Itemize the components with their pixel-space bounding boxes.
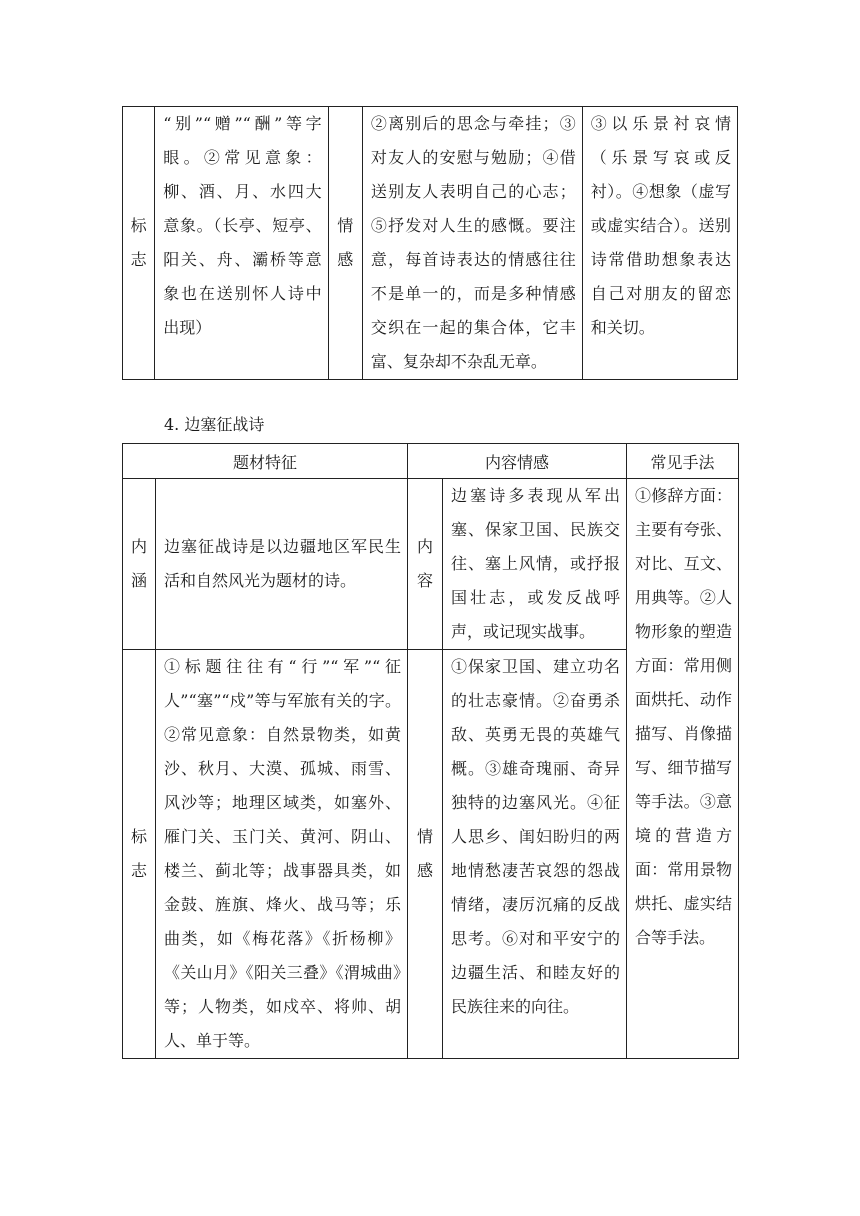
row-label-text: 情感 <box>337 216 354 269</box>
emotion-cell: ①保家卫国、建立功名的壮志豪情。②奋勇杀敌、英勇无畏的英雄气概。③雄奇瑰丽、奇异独特的边塞风光。④征人思乡、闺妇盼归的两地情愁凄苦哀怨的怨战情绪，凄厉沉痛的反战思考。⑥对和平安宁的边疆生活、和睦友好的民族往来的向往。 <box>443 650 627 1059</box>
row-label-text: 情感 <box>417 827 434 880</box>
technique-cell: ①修辞方面：主要有夸张、对比、互文、用典等。②人物形象的塑造方面：常用侧面烘托、动作描写、肖像描写、细节描写等手法。③意境的营造方面：常用景物烘托、虚实结合等手法。 <box>627 479 739 1059</box>
theme-definition-cell: 边塞征战诗是以边疆地区军民生活和自然风光为题材的诗。 <box>156 479 408 650</box>
header-technique: 常见手法 <box>627 444 739 479</box>
header-theme: 题材特征 <box>123 444 408 479</box>
header-content: 内容情感 <box>408 444 627 479</box>
row-label-text: 标志 <box>130 827 147 880</box>
row-label-neihan <box>123 479 156 650</box>
technique-cell: ③以乐景衬哀情（乐景写哀或反衬）。④想象（虚写或虚实结合）。送别诗常借助想象表达自己对朋友的留恋和关切。 <box>582 107 737 380</box>
content-cell: 边塞诗多表现从军出塞、保家卫国、民族交往、塞上风情，或抒报国壮志，或发反战呼声，或记现实战事。 <box>443 479 627 650</box>
send-off-poetry-table-continued <box>122 106 738 380</box>
row-label-biaozhi <box>123 650 156 1059</box>
row-label-qinggan <box>328 107 362 380</box>
sub-label-neirong <box>408 479 443 650</box>
row-label-text: 标志 <box>130 216 147 269</box>
tag-cell: “别”“赠”“酬”等字眼。②常见意象：柳、酒、月、水四大意象。（长亭、短亭、阳关、舟、灞桥等意象也在送别怀人诗中出现） <box>155 107 328 380</box>
row-label-text: 内容 <box>417 537 434 590</box>
emotion-cell: ②离别后的思念与牵挂；③对友人的安慰与勉励；④借送别友人表明自己的心志；⑤抒发对人生的感慨。要注意，每首诗表达的情感往往不是单一的，而是多种情感交织在一起的集合体，它丰富、复杂却不杂乱无章。 <box>362 107 582 380</box>
sub-label-qinggan <box>408 650 443 1059</box>
section-title: 4. 边塞征战诗 <box>164 415 265 434</box>
frontier-poetry-table <box>122 443 739 1059</box>
row-label-text: 内涵 <box>130 537 147 590</box>
row-label-biaozhi <box>123 107 155 380</box>
theme-markers-cell: ①标题往往有“行”“军”“征人”“塞”“戍”等与军旅有关的字。②常见意象：自然景物类，如黄沙、秋月、大漠、孤城、雨雪、风沙等；地理区域类，如塞外、雁门关、玉门关、黄河、阴山、楼兰、蓟北等；战事器具类，如金鼓、旌旗、烽火、战马等；乐曲类，如《梅花落》《折杨柳》《关山月》《阳关三叠》《渭城曲》等；人物类，如戍卒、将帅、胡人、单于等。 <box>156 650 408 1059</box>
